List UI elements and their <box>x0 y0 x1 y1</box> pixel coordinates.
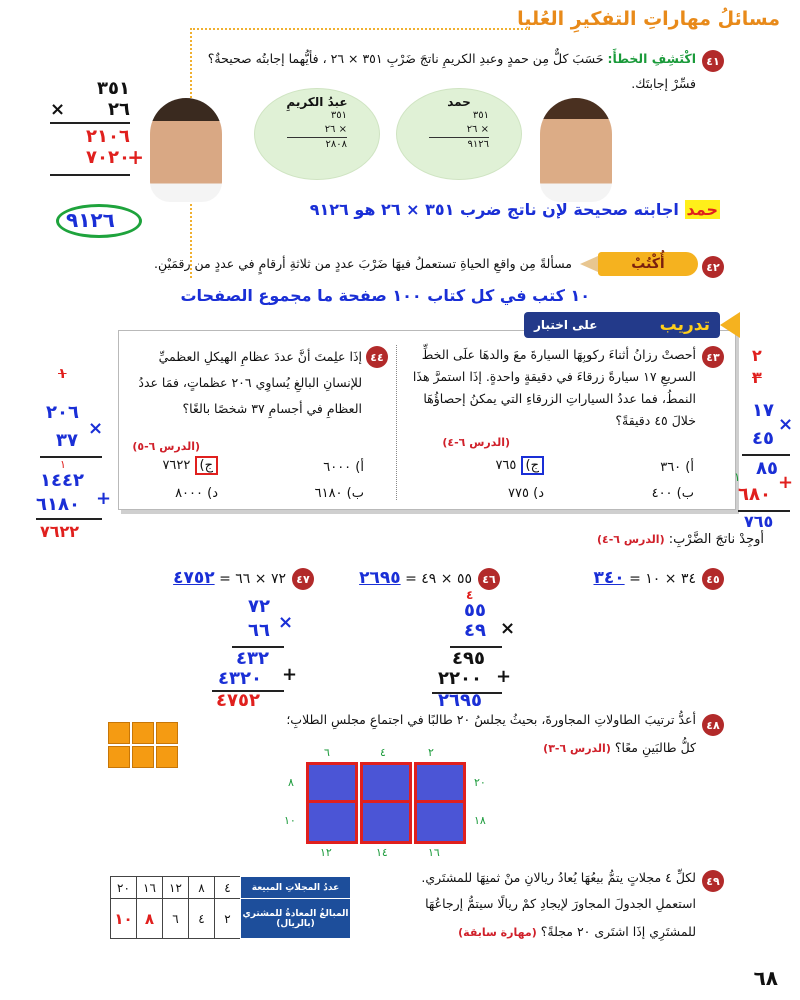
q46-work-p2: ٢٢٠٠ <box>438 668 482 689</box>
q47-times: × <box>278 612 296 633</box>
q43-text: أحصتْ رزانُ أثناءَ ركوبِهَا السيارةَ معَ والدهَا علَى الخطِّ السريعِ ١٧ سيارةً زرقاءَ في دقيقةٍ واحدةٍ. إذَا استمرَّ هذَا النمطُ، فما عددُ السياراتِ الزرقاءِ التي يمكنُ إحصاؤُهَا خلالَ ٤٥ دقيقةً؟ <box>412 347 696 428</box>
q44-choice-c: ج) ٧٦٢٢ <box>162 458 218 473</box>
table-row-header: عددُ المجلاتِ المبيعة <box>241 877 351 899</box>
q49-text3: للمشتَرِي إذَا اشتَرى ٢٠ مجلةً؟ (مهارة سابقة) <box>458 924 696 939</box>
speech-bubble-abdulkarim: عبدُ الكريمِ ٣٥١ ٢٦ × ٢٨٠٨ <box>254 88 380 180</box>
q47-work-p1: ٤٣٢ <box>236 648 269 669</box>
q44-times: × <box>88 418 106 439</box>
q41-work-top: ٣٥١ <box>97 78 130 99</box>
q43-work-top: ١٧ <box>752 400 774 421</box>
question-number-44: ٤٤ <box>366 346 388 368</box>
q41-work <box>50 78 146 180</box>
q41-text <box>196 48 696 70</box>
q41-work-p1: ٢١٠٦ <box>86 126 130 147</box>
question-number-49: ٤٩ <box>702 870 724 892</box>
q44-choice-b: ب) ٦١٨٠ <box>314 486 364 501</box>
header-title: مسائلُ مهاراتِ التفكيرِ العُليا <box>517 8 780 30</box>
question-number-41: ٤١ <box>702 50 724 72</box>
test-practice-banner <box>524 312 720 338</box>
plus-sign: + <box>127 145 146 169</box>
avatar-hamad <box>540 98 612 202</box>
q46-expr: ٥٥ × ٤٩ = ٢٦٩٥ <box>359 568 472 588</box>
q47-plus: + <box>282 664 300 685</box>
q43-choice-b: ب) ٤٠٠ <box>651 486 694 501</box>
q45-expr: ٣٤ × ١٠ = ٣٤٠ <box>593 568 696 588</box>
q43-work-carry2: ٣ <box>752 368 762 387</box>
q49-text2: استعملِ الجدولَ المجاورَ لإيجادِ كمْ ريالًا سيتمُّ إرجاعُهَا <box>425 896 696 911</box>
q44-text: إذَا علِمتَ أنَّ عددَ عظامِ الهيكلِ العظميِّ للإنسانِ البالغِ يُساوِي ٢٠٦ عظماتٍ، فمَا عددُ العظامِ في أجسامِ ٣٧ شخصًا بالغًا؟ <box>138 349 362 416</box>
q43-choice-a: أ) ٣٦٠ <box>660 460 694 475</box>
question-number-43: ٤٣ <box>702 346 724 368</box>
grid-left-label-1: ٨ <box>288 776 294 789</box>
table-cell: ٨ <box>137 899 163 939</box>
q41-work-mult: × ٢٦ <box>50 99 130 120</box>
q41-work-line2 <box>50 174 130 176</box>
q44-choice-d: د) ٨٠٠٠ <box>175 486 218 501</box>
q47-work-top: ٧٢ <box>248 596 270 617</box>
q43-work-p1: ٨٥ <box>756 458 778 479</box>
q42-answer: ١٠ كتب في كل كتاب ١٠٠ صفحة ما مجموع الصفحات <box>180 286 590 305</box>
q41-work-p2: + ٧٠٢٠ <box>86 145 146 169</box>
bubble-name: عبدُ الكريمِ <box>286 95 348 109</box>
grid-top-label-3: ٦ <box>324 746 330 759</box>
q46-work-mult: ٤٩ <box>464 620 486 641</box>
q44-work-result: ٧٦٢٢ <box>40 522 80 541</box>
q44-work-p1-carry: ١ <box>60 458 66 471</box>
avatar-abdulkarim <box>150 98 222 202</box>
magazines-table <box>110 876 351 939</box>
q42-text: مسألةً مِن واقعِ الحياةِ تستعملُ فيهَا ضَرْبَ عددٍ من ثلاثةِ أرقامٍ في عددٍ من رقمَيْنِ. <box>154 256 572 271</box>
q41-label: اكْتَشِفِ الخطأَ: <box>607 51 696 66</box>
table-cell: ٢ <box>215 899 241 939</box>
q43-work-p2: ٦٨٠ <box>738 484 771 505</box>
q47-answer: ٤٧٥٢ <box>173 568 215 588</box>
q43-plus: + <box>778 472 796 493</box>
grid-bottom-label-3: ١٦ <box>428 846 440 859</box>
table-row <box>111 877 351 899</box>
q48-text: أعدُّ ترتيبَ الطاولاتِ المجاورةَ، بحيثُ يجلسُ ٢٠ طالبًا في اجتماعِ مجلسِ الطلابِ؛ <box>286 712 696 727</box>
question-number-48: ٤٨ <box>702 714 724 736</box>
header-dotted-line <box>190 28 530 30</box>
page-number: ٦٨ <box>753 966 778 990</box>
table-cell: ١٦ <box>137 877 163 899</box>
q44-work-mult: ٣٧ <box>56 430 78 451</box>
bubble-name: حمد <box>447 95 471 109</box>
grid-left-label-2: ١٠ <box>284 814 296 827</box>
q44-work-carry: ١ <box>58 366 67 382</box>
question-number-45: ٤٥ <box>702 568 724 590</box>
grid-right-label-2: ١٨ <box>474 814 486 827</box>
q44-work-top: ٢٠٦ <box>46 402 79 423</box>
question-number-47: ٤٧ <box>292 568 314 590</box>
q43-choice-d: د) ٧٧٥ <box>508 486 544 501</box>
q46-work-carry: ٤ <box>466 588 474 602</box>
question-number-46: ٤٦ <box>478 568 500 590</box>
q44-lesson: (الدرس ٦-٥) <box>132 440 200 453</box>
q47-work-result: ٤٧٥٢ <box>216 690 260 711</box>
table-cell: ٨ <box>189 877 215 899</box>
q46-work-top: ٥٥ <box>464 600 486 621</box>
q43-choice-c: ج) ٧٦٥ <box>495 458 544 473</box>
q43-lesson: (الدرس ٦-٤) <box>442 436 510 449</box>
q41-answer-text: اجابته صحيحة لإن ناتج ضرب ٣٥١ × ٢٦ هو ٩١٢٦ <box>309 200 679 219</box>
table-cell: ٤ <box>189 899 215 939</box>
q46-times: × <box>500 618 518 639</box>
q44-work-p2: ٦١٨٠ <box>36 494 80 515</box>
q41-question: حَسَبَ كلٌّ مِن حمدٍ وعبدِ الكريمِ ناتجَ ضَرْبِ ٣٥١ × ٢٦ ، فأيُّهما إجابتُه صحيحةٌ؟ <box>207 51 604 66</box>
q46-plus: + <box>496 666 514 687</box>
q41-answer <box>310 200 720 219</box>
q43-work-line <box>742 454 790 456</box>
question-number-42: ٤٢ <box>702 256 724 278</box>
q47-expr: ٧٢ × ٦٦ = ٤٧٥٢ <box>173 568 286 588</box>
pencil-tip-icon <box>580 256 598 272</box>
test-box-divider <box>396 345 397 500</box>
q44-choice-c-label: ج) <box>195 456 218 475</box>
q41-answer-name: حمد <box>686 200 718 219</box>
q46-answer: ٢٦٩٥ <box>359 568 401 588</box>
q41-work-result: ٩١٢٦ <box>66 208 115 232</box>
q43-choice-c-label: ج) <box>521 456 544 475</box>
q41-work-line <box>50 122 130 124</box>
q44-work-p1: ١٤٤٢ <box>40 470 84 491</box>
q47-work-p2: ٤٣٢٠ <box>218 668 262 689</box>
q44-work-line <box>40 456 102 458</box>
q47-work-mult: ٦٦ <box>248 620 270 641</box>
q46-work-p1: ٤٩٥ <box>452 648 485 669</box>
banner-main-label: تدريب <box>659 315 710 335</box>
q43-work-p1-carry: ١ <box>734 470 741 484</box>
speech-bubble-hamad: حمد ٣٥١ ٢٦ × ٩١٢٦ <box>396 88 522 180</box>
grid-bottom-label-2: ١٤ <box>376 846 388 859</box>
q49-text1: لكلِّ ٤ مجلاتٍ يتمُّ بيعُهَا يُعادُ ريالانِ منْ ثمنِهَا للمشتَري. <box>421 870 696 885</box>
grid-bottom-label-1: ١٢ <box>320 846 332 859</box>
table-cell: ١٢ <box>163 877 189 899</box>
table-cell: ١٠ <box>111 899 137 939</box>
grid-top-label-2: ٤ <box>380 746 386 759</box>
q43-work-mult: ٤٥ <box>752 428 774 449</box>
banner-sub-label: على اختبار <box>534 318 598 332</box>
table-cell: ٤ <box>215 877 241 899</box>
write-badge: أُكْتُبْ <box>598 252 698 276</box>
times-sign: × <box>50 99 68 120</box>
q43-work-carry1: ٢ <box>752 346 762 365</box>
table-cell: ٦ <box>163 899 189 939</box>
grid-top-label-1: ٢ <box>428 746 434 759</box>
q44-plus: + <box>96 488 114 509</box>
q43-work-result: ٧٦٥ <box>744 512 774 531</box>
table-row-header: المبالغُ المعادةُ للمشتري (بالريال) <box>241 899 351 939</box>
table-cell: ٢٠ <box>111 877 137 899</box>
q44-choice-a: أ) ٦٠٠٠ <box>323 460 364 475</box>
q46-work-result: ٢٦٩٥ <box>438 690 482 711</box>
q41-explain: فسِّرْ إجابتَك. <box>631 76 696 91</box>
find-product-heading: أوجِدْ ناتجَ الضَّرْبِ: (الدرس ٦-٤) <box>596 532 764 547</box>
q43-times: × <box>778 414 796 435</box>
q48-text2: كلُّ طالبَينِ معًا؟ (الدرس ٦-٣) <box>543 740 696 755</box>
table-row <box>111 899 351 939</box>
banner-arrow-icon <box>720 312 740 338</box>
grid-right-label-1: ٢٠ <box>474 776 486 789</box>
q45-answer: ٣٤٠ <box>593 568 625 588</box>
q44-work-line2 <box>36 518 102 520</box>
